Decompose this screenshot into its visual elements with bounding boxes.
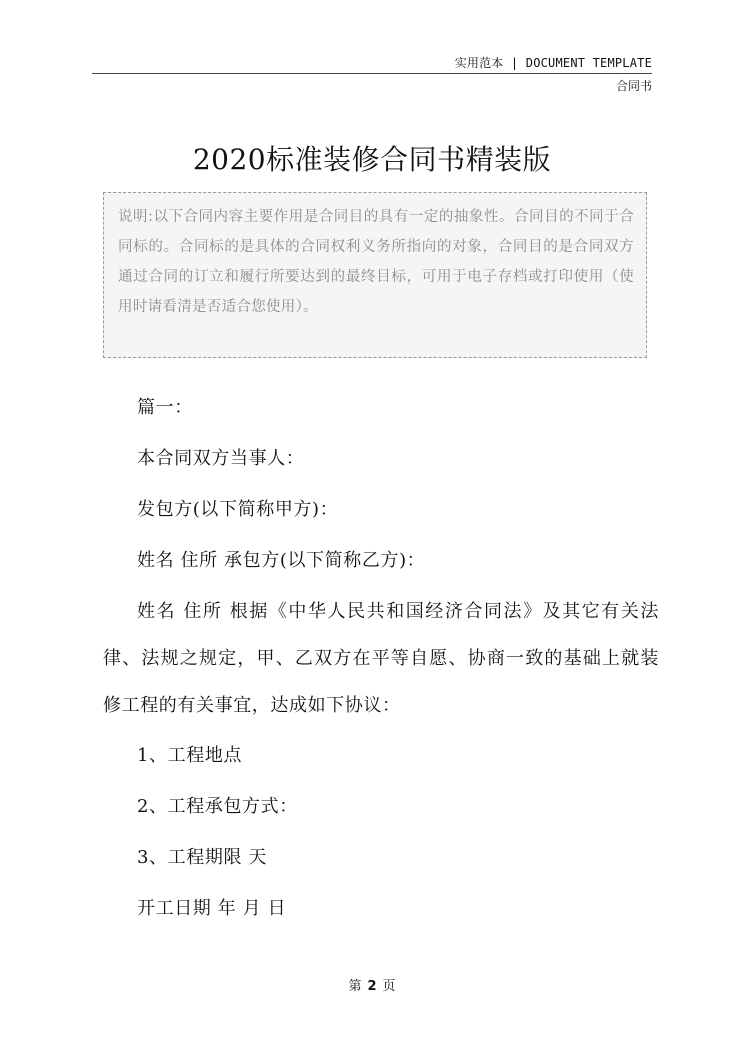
page-number bbox=[0, 975, 744, 994]
page-suffix: 页 bbox=[382, 979, 396, 994]
document-body bbox=[103, 384, 659, 936]
page-prefix: 第 bbox=[348, 979, 362, 994]
note-box bbox=[103, 192, 647, 358]
header-divider bbox=[92, 73, 652, 74]
paragraph: 姓名 住所 承包方(以下简称乙方)： bbox=[137, 550, 426, 571]
header-category-label: 合同书 bbox=[615, 79, 652, 93]
note-text: 说明:以下合同内容主要作用是合同目的具有一定的抽象性。合同目的不同于合同标的。合同标的是具体的合同权利义务所指向的对象，合同目的是合同双方通过合同的订立和履行所要达到的最终目标，可用于电子存档或打印使用（使用时请看清是否适合您使用）。 bbox=[118, 209, 634, 315]
page-number-value: 2 bbox=[367, 979, 377, 994]
paragraph: 本合同双方当事人： bbox=[137, 448, 305, 469]
paragraph: 2、工程承包方式： bbox=[137, 796, 298, 817]
paragraph: 发包方(以下简称甲方)： bbox=[137, 499, 339, 520]
paragraph: 姓名 住所 根据《中华人民共和国经济合同法》及其它有关法律、法规之规定，甲、乙双方在平等自愿、协商一致的基础上就装修工程的有关事宜，达成如下协议： bbox=[103, 601, 659, 716]
paragraph: 篇一： bbox=[137, 397, 193, 418]
paragraph: 1、工程地点 bbox=[137, 745, 243, 766]
paragraph: 3、工程期限 天 bbox=[137, 847, 267, 868]
paragraph: 开工日期 年 月 日 bbox=[137, 898, 287, 919]
header-document-label: 实用范本 | DOCUMENT TEMPLATE bbox=[454, 56, 652, 70]
document-title: 2020标准装修合同书精装版 bbox=[192, 143, 552, 176]
